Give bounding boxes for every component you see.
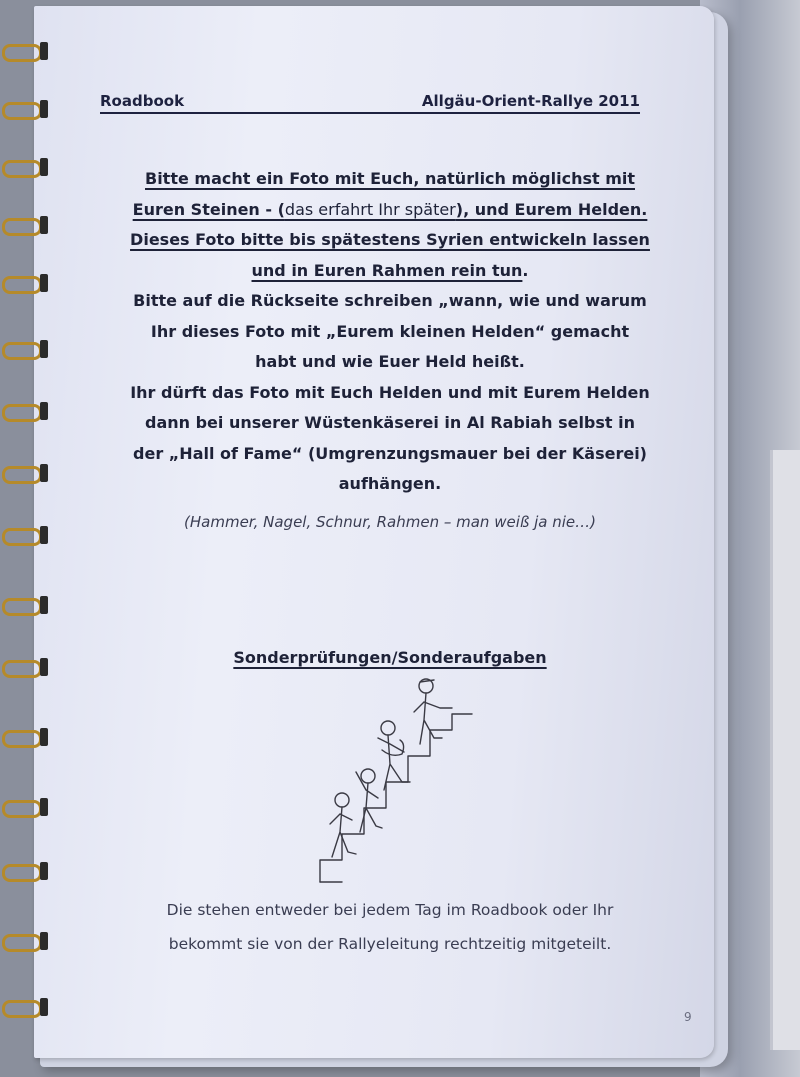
instruction-line: habt und wie Euer Held heißt. [255,352,525,371]
instruction-line: Ihr dürft das Foto mit Euch Helden und mit Eurem Helden [130,382,650,402]
bottom-line: bekommt sie von der Rallyeleitung rechtzeitig mitgeteilt. [168,935,612,953]
spiral-ring [2,796,50,818]
intro-text: . [522,260,529,280]
instruction-line: Bitte auf die Rückseite schreiben „wann, wie und warum [133,291,647,310]
climber-figure [330,793,356,857]
spiral-ring [2,524,50,546]
spiral-ring [2,338,50,360]
spiral-ring [2,272,50,294]
spiral-ring [2,930,50,952]
spiral-ring [2,400,50,422]
spiral-ring [2,594,50,616]
spiral-ring [2,98,50,120]
intro-text: Euren Steinen - ( [132,199,285,219]
page-header [100,88,640,114]
intro-aside: das erfahrt Ihr später [284,199,456,219]
climber-figure [378,721,410,790]
bottom-line: Die stehen entweder bei jedem Tag im Roadbook oder Ihr [166,901,614,919]
intro-line: Dieses Foto bitte bis spätestens Syrien entwickeln lassen [130,230,650,249]
spiral-ring [2,462,50,484]
instructions-paragraph [80,286,700,500]
spiral-binding [0,0,60,1077]
section-title-text: Sonderprüfungen/Sonderaufgaben [233,648,547,667]
header-title: Roadbook [100,92,185,110]
spiral-ring [2,656,50,678]
instruction-line: der „Hall of Fame“ (Umgrenzungsmauer bei der Käserei) [133,443,647,463]
stairs-climbers-illustration [312,672,482,887]
tools-note: (Hammer, Nagel, Schnur, Rahmen – man weiß ja nie…) [184,513,596,531]
instruction-line: dann bei unserer Wüstenkäserei in Al Rabiah selbst in [144,413,635,432]
spiral-ring [2,860,50,882]
intro-line [80,195,700,226]
climber-figure [356,769,382,832]
header-rally-name: Allgäu-Orient-Rallye 2011 [421,92,640,110]
intro-paragraph [80,164,700,286]
spiral-ring [2,996,50,1018]
instruction-line: aufhängen. [338,474,442,493]
window-frame [770,450,800,1050]
intro-text: ), und Eurem Helden. [455,199,648,219]
spiral-ring [2,40,50,62]
page-number: 9 [684,1010,692,1024]
instruction-line: Ihr dieses Foto mit „Eurem kleinen Helden“ gemacht [150,321,630,341]
spiral-ring [2,156,50,178]
section-title [80,648,700,667]
intro-line: Bitte macht ein Foto mit Euch, natürlich möglichst mit [145,169,635,188]
climber-figure [414,679,452,744]
bottom-paragraph [80,893,700,961]
spiral-ring [2,726,50,748]
intro-text: und in Euren Rahmen rein tun [251,260,523,280]
intro-line [80,256,700,287]
spiral-ring [2,214,50,236]
